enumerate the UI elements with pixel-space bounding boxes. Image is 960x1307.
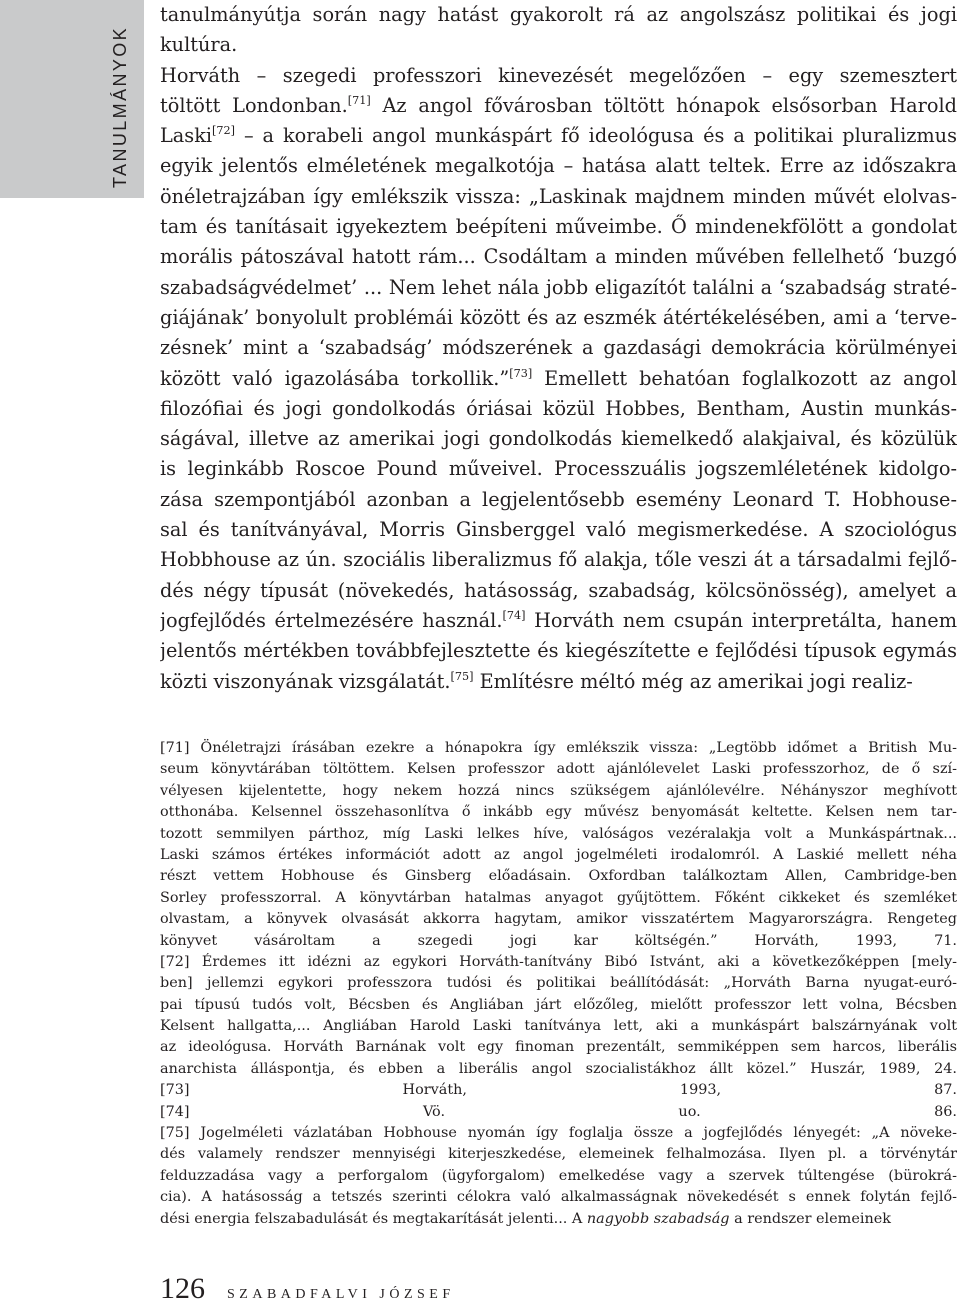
footnote-line: könyvet vásároltam a szegedi jogi kar költségén.” Horváth, 1993, 71. xyxy=(160,932,957,949)
footnote-line: cia). A hatásosság a tetszés szerinti célokra való alkalmasságnak növekedését s ennek folytán fejlő- xyxy=(160,1189,957,1206)
body-text-line: morális pátoszával hatott rám... Csodáltam a minden művében fellelhető ‘buzgó xyxy=(160,245,957,269)
running-author: SZABADFALVI JÓZSEF xyxy=(227,1287,455,1302)
footnote-line: [71] Önéletrajzi írásában ezekre a hónapokra így emlékszik vissza: „Legtöbb időmet a British Mu- xyxy=(160,740,957,756)
footnote-line: az ideológusa. Horváth Barnának volt egy finoman prezentált, semmiképpen sem harcos, liberális xyxy=(160,1039,957,1056)
body-text-line xyxy=(160,606,957,636)
page-footer xyxy=(160,1272,455,1306)
footnote-line: dés valamely rendszer mennyiségi kiterjeszkedése, elemeinek felhalmozása. Ilyen pl. a törvénytár xyxy=(160,1146,957,1163)
text-run: dési energia felszabadulását és megtakarítását jelenti... A xyxy=(160,1210,587,1227)
text-run: közti viszonyának vizsgálatát. xyxy=(160,669,451,693)
footnotes xyxy=(160,738,957,1230)
text-run: között való igazolásába torkollik.” xyxy=(160,366,510,390)
body-text-line: jelentős mértékben továbbfejlesztette és kiegészítette e fejlődési típusok egymás xyxy=(160,639,957,663)
body-text-line: önéletrajzában így emlékszik vissza: „Laskinak majdnem minden művét elolvas- xyxy=(160,184,957,208)
footnote-line: ben] jellemzi egykori professzora tudósi és politikai beállítódását: „Horváth Barna nyugat-euró- xyxy=(160,975,957,992)
text-run: Az angol fővárosban töltött hónapok elsősorban Harold xyxy=(370,93,957,117)
page-number: 126 xyxy=(160,1272,205,1305)
body-text-line: kultúra. xyxy=(160,33,238,57)
footnote-line: Kelsent hallgatta,... Angliában Harold Laski tanítványa lett, aki a munkáspárt balszárnyának volt xyxy=(160,1018,957,1035)
body-text-line xyxy=(160,667,957,697)
section-tab xyxy=(0,0,144,198)
body-text-line: giájának’ bonyolult problémái között és az eszmék átértékelésében, ami a ‘terve- xyxy=(160,305,957,329)
body-text-line: sal és tanítványával, Morris Ginsberggel való megismerkedése. A szociológus xyxy=(160,518,957,542)
footnote-line: részt vettem Hobhouse és Ginsberg előadásain. Oxfordban találkoztam Allen, Cambridge-ben xyxy=(160,868,957,885)
footnote-ref: [74] xyxy=(502,609,526,623)
section-tab-label: TANULMÁNYOK xyxy=(110,25,130,188)
body-text-line: Hobbhouse az ún. szociális liberalizmus fő alakja, tőle veszi át a társadalmi fejlő- xyxy=(160,548,957,572)
text-run: Említésre méltó még az amerikai jogi realiz- xyxy=(473,669,913,693)
footnote-line: seum könyvtárában töltöttem. Kelsen professzor adott ajánlólevelet Laski professzorhoz, de ő szí- xyxy=(160,761,957,778)
emphasis-text: nagyobb szabadság xyxy=(586,1210,730,1227)
footnote-line: felduzzadása vagy a perforgalom (ügyforgalom) emelkedése vagy a szervek túltengése (bürokrá- xyxy=(160,1167,957,1184)
footnote-line: tozott semmilyen párthoz, míg Laski lelkes híve, valóságos vezéralakja volt a Munkáspártnak... xyxy=(160,825,957,842)
footnote-ref: [75] xyxy=(450,669,474,683)
footnote-line: Laski számos értékes információt adott az angol jogelméleti irodalomról. A Laskié mellett néha xyxy=(160,846,957,863)
text-run: töltött Londonban. xyxy=(160,93,348,117)
footnote-ref: [72] xyxy=(212,124,236,138)
body-text xyxy=(160,0,957,697)
footnote-line: Sorley professzorral. A könyvtárban hatalmas anyagot gyűjtöttem. Főként cikkeket és szemléket xyxy=(160,889,957,906)
footnote-ref: [71] xyxy=(347,94,371,108)
text-run: Emellett behatóan foglalkozott az angol xyxy=(532,366,957,390)
body-text-line: tam és tanításait igyekeztem beépíteni műveimbe. Ő mindenekfölött a gondolat xyxy=(160,215,957,239)
body-text-line xyxy=(160,121,957,151)
text-run: jogfejlődés értelmezésére használ. xyxy=(160,608,503,632)
body-text-line: szabadságvédelmet’ ... Nem lehet nála jobb eligazítót találni a ‘szabadság straté- xyxy=(160,275,957,299)
body-text-line: tanulmányútja során nagy hatást gyakorolt rá az angolszász politikai és jogi xyxy=(160,3,957,26)
footnote-line: [74] Vö. uo. 86. xyxy=(160,1103,957,1120)
footnote-line: [72] Érdemes itt idézni az egykori Horváth-tanítvány Bibó Istvánt, aki a következőképpen [mely- xyxy=(160,953,957,970)
body-text-line: zása szempontjából azonban a legjelentősebb esemény Leonard T. Hobhouse- xyxy=(160,487,957,511)
body-text-line xyxy=(160,91,957,121)
footnote-line: [75] Jogelméleti vázlatában Hobhouse nyomán így foglalja össze a jogfejlődés lényegét: „A növeke- xyxy=(160,1125,957,1142)
body-text-line: egyik jelentős elméletének megalkotója – hatása alatt teltek. Erre az időszakra xyxy=(160,154,957,178)
footnote-line: otthonába. Kelsennel összehasonlítva ő inkább egy művész benyomását keltette. Kelsen nem tar- xyxy=(160,804,957,821)
body-text-line: dés négy típusát (növekedés, hatásosság, szabadság, kölcsönösség), amelyet a xyxy=(160,578,957,602)
footnote-line: olvastam, a könyvek olvasását akkorra hagytam, amikor visszatértem Magyarországra. Rengeteg xyxy=(160,911,957,928)
body-text-line: is leginkább Roscoe Pound műveivel. Processzuális jogszemléletének kidolgo- xyxy=(160,457,957,481)
text-run: a rendszer elemeinek xyxy=(729,1210,891,1227)
body-text-line xyxy=(160,364,957,394)
footnote-line: [73] Horváth, 1993, 87. xyxy=(160,1082,957,1099)
footnote-line: anarchista álláspontja, és ebben a liberális angol szocialistákhoz állt közel.” Huszár, 1989, 24. xyxy=(160,1060,957,1077)
body-text-line: Horváth – szegedi professzori kinevezését megelőzően – egy szemesztert xyxy=(160,63,957,87)
text-run: – a korabeli angol munkáspárt fő ideológusa és a politikai pluralizmus xyxy=(235,124,957,148)
footnote-line: pai típusú tudós volt, Bécsben és Angliában járt előzőleg, mielőtt professzor lett volna, Bécsben xyxy=(160,996,957,1013)
footnote-line xyxy=(160,1209,957,1230)
body-text-line: zésnek’ mint a ‘szabadság’ módszerének a gazdasági demokrácia körülményei xyxy=(160,336,957,360)
text-run: Laski xyxy=(160,124,213,148)
footnote-ref: [73] xyxy=(509,366,533,380)
footnote-line: vélyesen kijelentette, hogy nekem hozzá nincs szükségem ajánlólevélre. Néhányszor meghívott xyxy=(160,782,957,799)
body-text-line: filozófiai és jogi gondolkodás óriásai közül Hobbes, Bentham, Austin munkás- xyxy=(160,396,957,420)
body-text-line: ságával, illetve az amerikai jogi gondolkodás kiemelkedő alakjaival, és közülük xyxy=(160,427,957,451)
text-run: Horváth nem csupán interpretálta, hanem xyxy=(525,608,957,632)
